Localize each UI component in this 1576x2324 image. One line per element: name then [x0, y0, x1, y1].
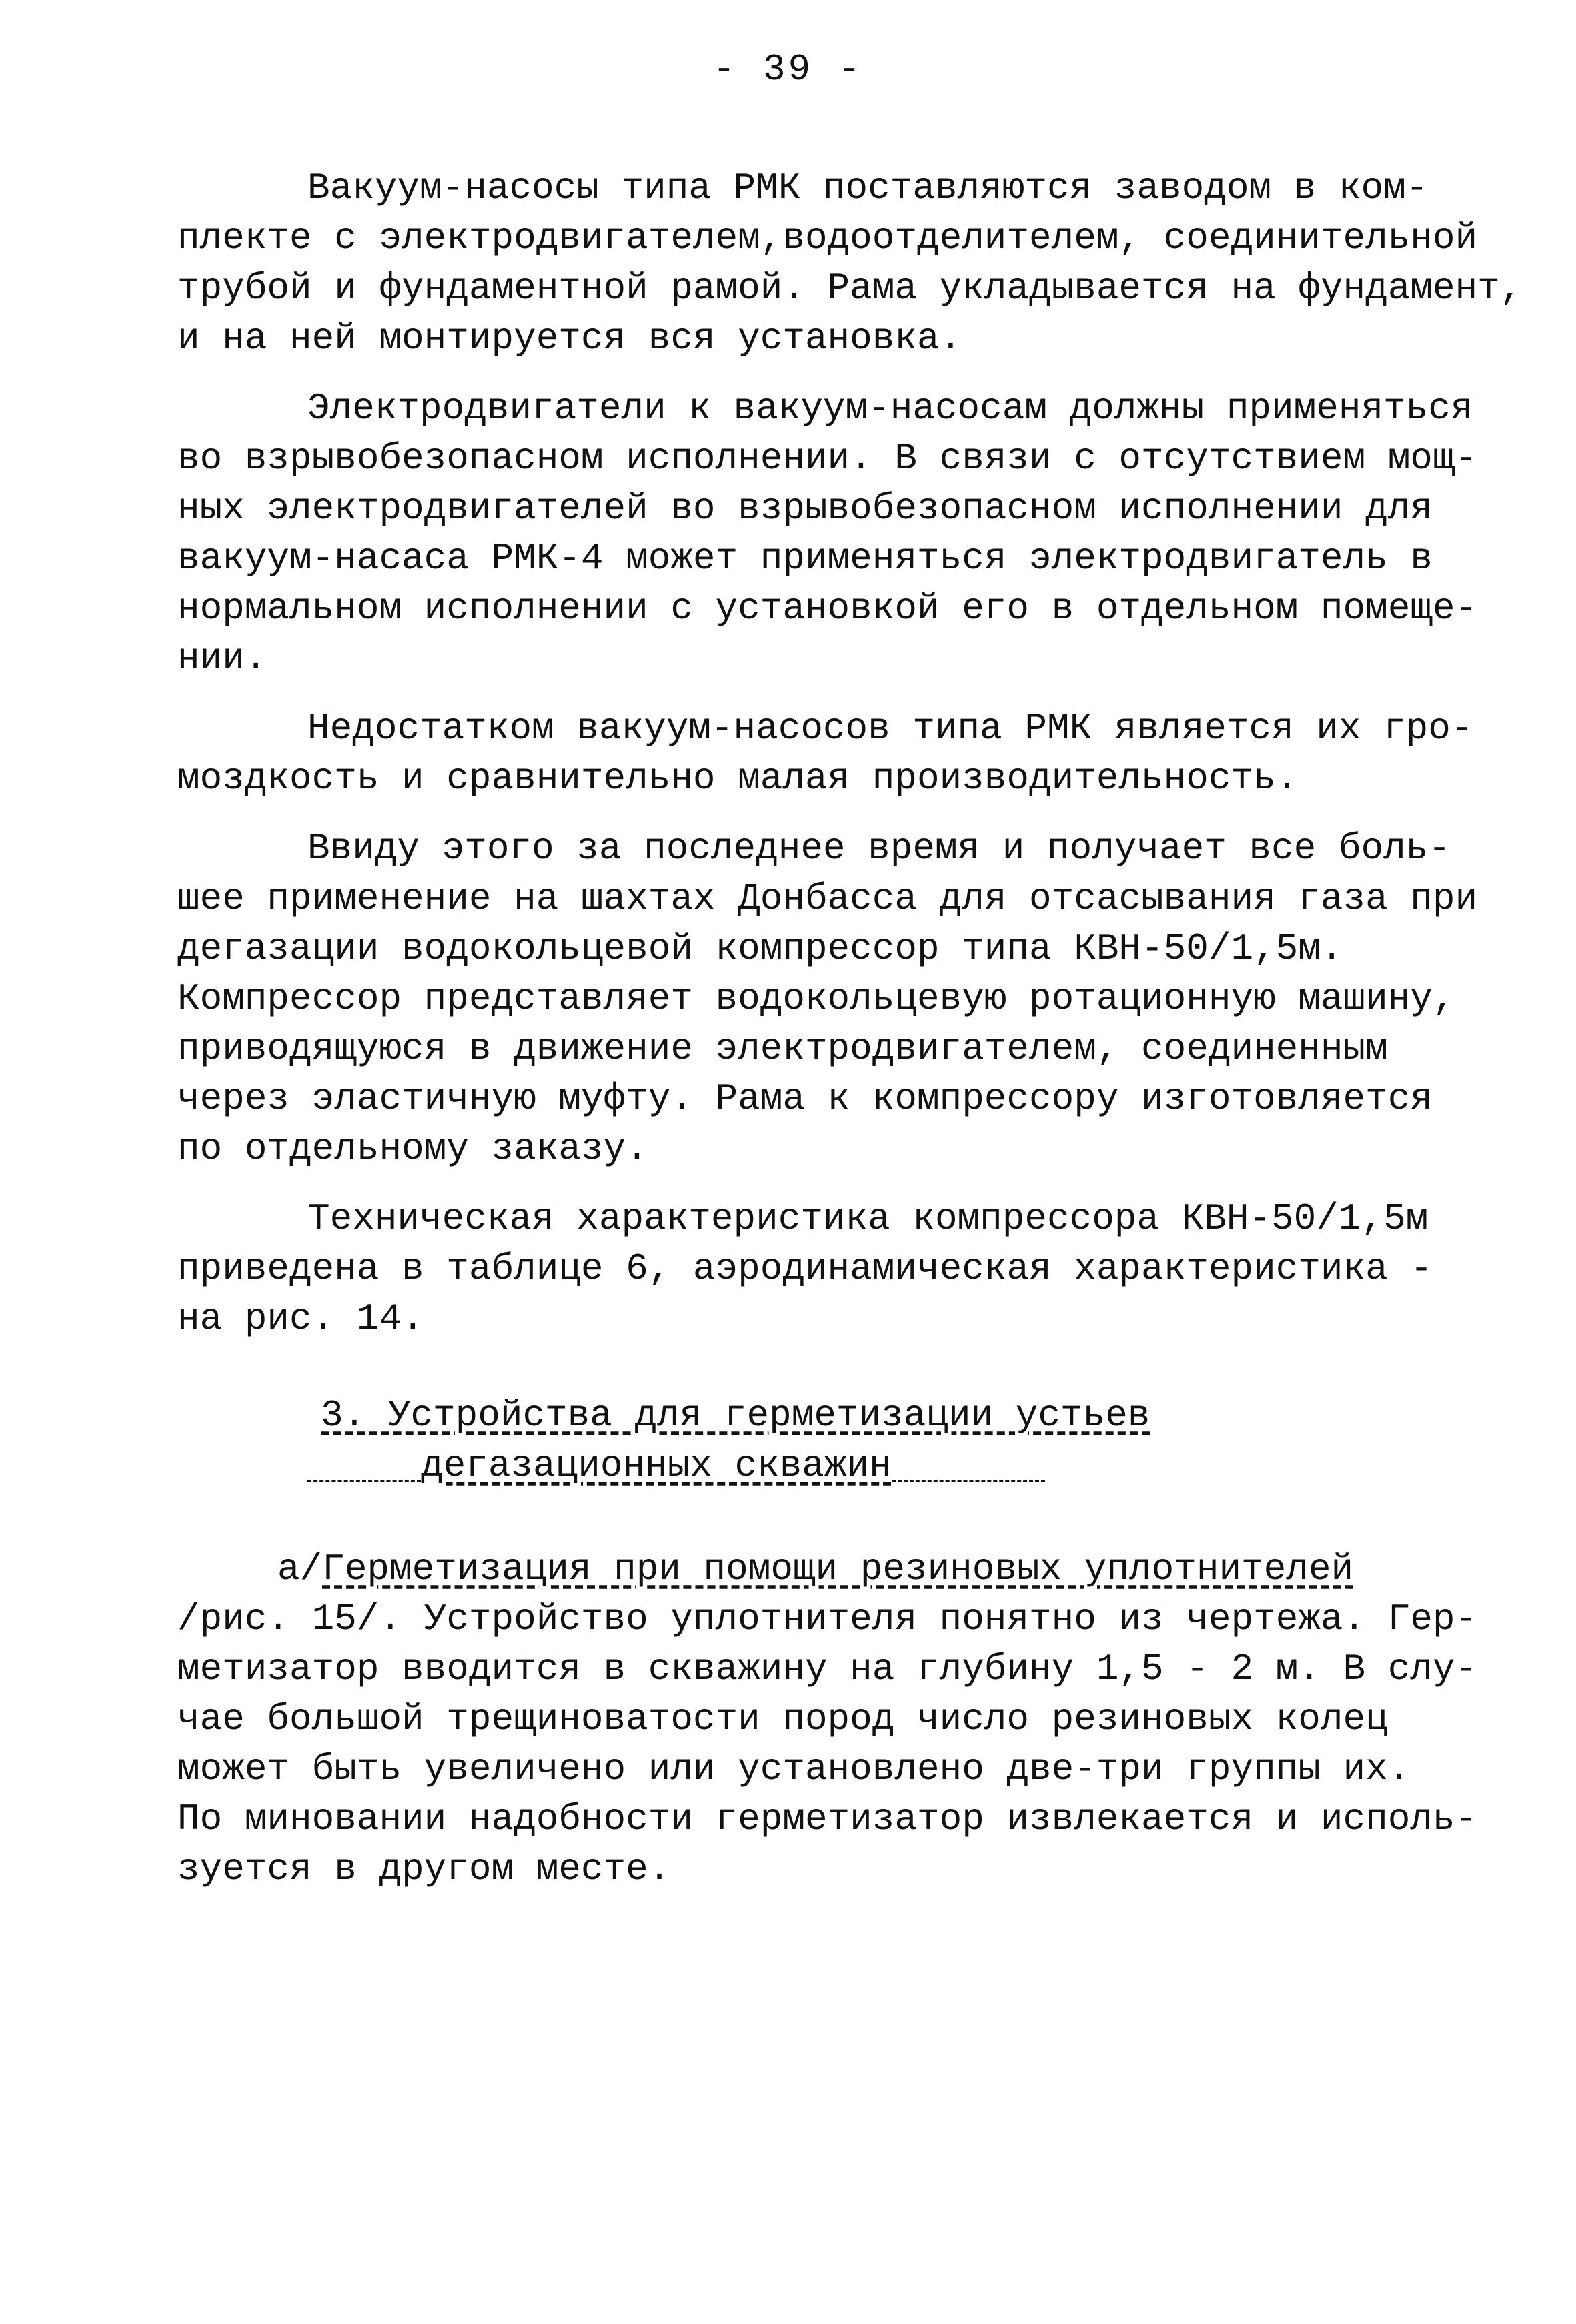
text-line: Вакуум-насосы типа РМК поставляются заводом в ком- [307, 167, 1429, 209]
text-line: плекте с электродвигателем,водоотделителем, соединительной [177, 217, 1478, 259]
paragraph-4 [177, 824, 1478, 1174]
subsection-title-line [177, 1544, 1411, 1594]
text-line: по отдельному заказу. [177, 1127, 648, 1170]
section-heading [177, 1391, 1411, 1491]
text-line: Техническая характеристика компрессора КВН-50/1,5м [307, 1197, 1429, 1240]
text-line: трубой и фундаментной рамой. Рама укладывается на фундамент, [177, 267, 1523, 310]
text-line: дегазации водокольцевой компрессор типа КВН-50/1,5м. [177, 927, 1343, 970]
text-line: и на ней монтируется вся установка. [177, 317, 962, 360]
text-line: вакуум-насаса РМК-4 может применяться электродвигатель в [177, 537, 1433, 580]
text-line: через эластичную муфту. Рама к компрессору изготовляется [177, 1077, 1433, 1120]
text-line: зуется в другом месте. [177, 1848, 671, 1890]
text-line: нормальном исполнении с установкой его в отдельном помеще- [177, 587, 1478, 630]
text-line: нии. [177, 637, 267, 680]
text-line: Электродвигатели к вакуум-насосам должны применяться [307, 387, 1473, 430]
text-line: Компрессор представляет водокольцевую ротационную машину, [177, 977, 1455, 1020]
text-line: на рис. 14. [177, 1297, 424, 1340]
heading-rule-right [892, 1480, 1045, 1482]
paragraph-3 [177, 704, 1473, 804]
text-line: приводящуюся в движение электродвигателем, соединенным [177, 1027, 1388, 1070]
text-line: метизатор вводится в скважину на глубину 1,5 - 2 м. В слу- [177, 1648, 1478, 1690]
text-line: во взрывобезопасном исполнении. В связи с отсутствием мощ- [177, 437, 1478, 480]
subsection [177, 1544, 1478, 1894]
text-line: моздкость и сравнительно малая производительность. [177, 757, 1299, 800]
text-line: чае большой трещиноватости пород число резиновых колец [177, 1698, 1388, 1740]
text-line: может быть увеличено или установлено две-три группы их. [177, 1748, 1411, 1790]
text-line: шее применение на шахтах Донбасса для отсасывания газа при [177, 877, 1478, 920]
text-line: /рис. 15/. Устройство уплотнителя понятно из чертежа. Гер- [177, 1598, 1478, 1640]
paragraph-1 [177, 163, 1523, 364]
text-line: Недостатком вакуум-насосов типа РМК является их гро- [307, 707, 1473, 750]
page-number: - 39 - [712, 48, 864, 91]
subsection-prefix: а/ [277, 1548, 323, 1590]
paragraph-5 [177, 1194, 1433, 1344]
paragraph-2 [177, 384, 1478, 684]
section-heading-line-1: 3. Устройства для герметизации устьев [321, 1394, 1150, 1437]
section-heading-line-2: дегазационных скважин [421, 1444, 892, 1487]
heading-rule-left [307, 1480, 421, 1482]
text-line: ных электродвигателей во взрывобезопасном исполнении для [177, 487, 1433, 530]
text-line: Ввиду этого за последнее время и получает все боль- [307, 827, 1451, 870]
text-line: По миновании надобности герметизатор извлекается и исполь- [177, 1798, 1478, 1840]
text-line: приведена в таблице 6, аэродинамическая характеристика - [177, 1247, 1433, 1290]
subsection-title: Герметизация при помощи резиновых уплотнителей [322, 1548, 1354, 1590]
